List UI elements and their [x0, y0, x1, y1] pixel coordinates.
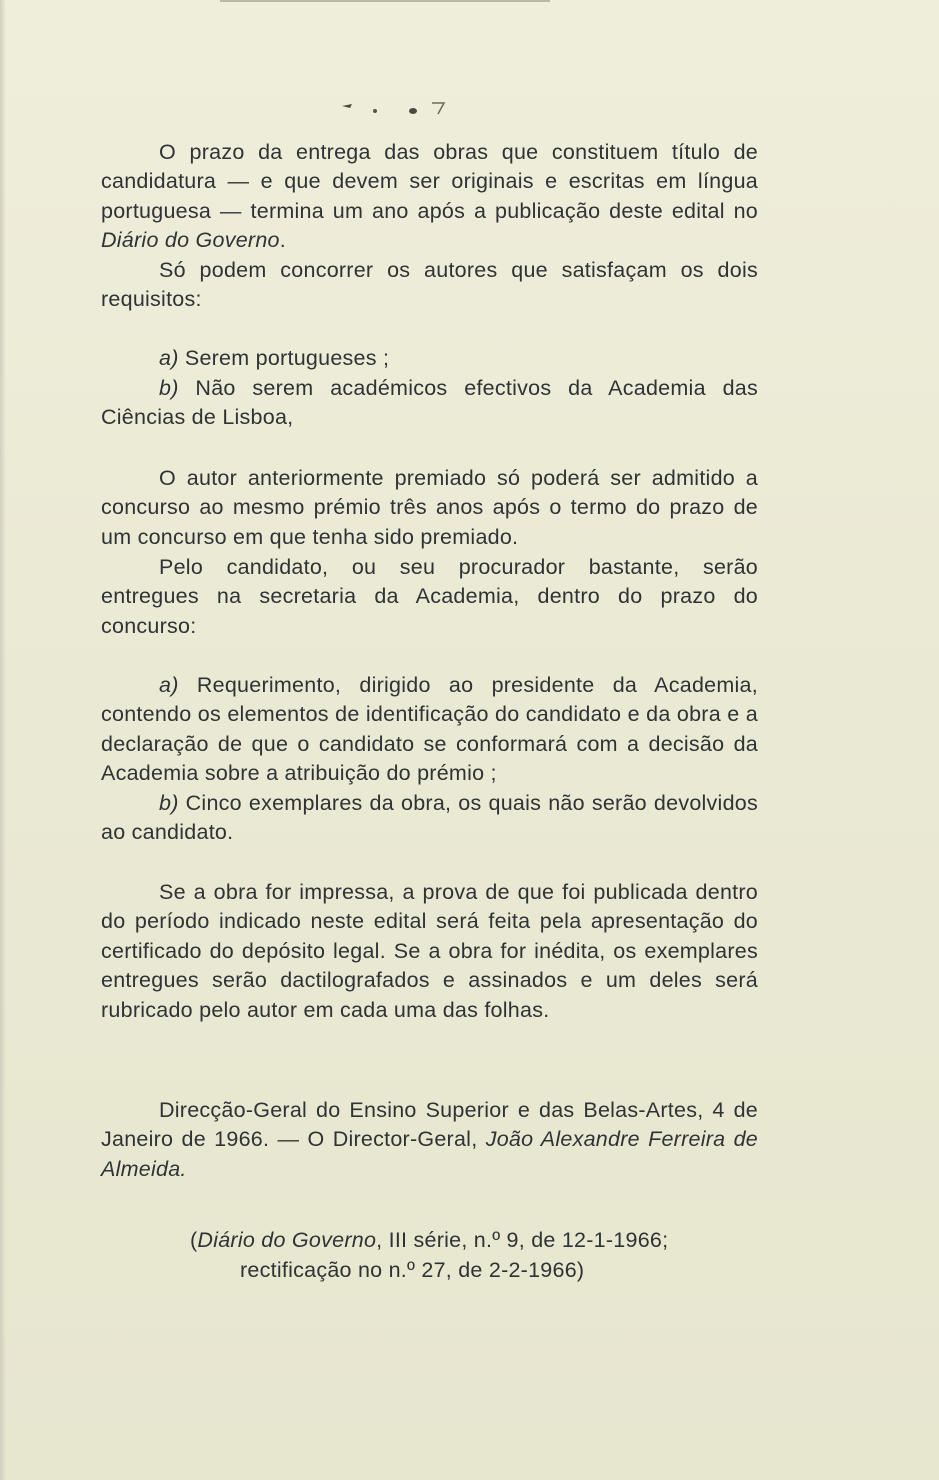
- director-name: João Alexandre Ferreira de Almeida.: [101, 1127, 759, 1181]
- signature-block: [101, 1096, 758, 1184]
- citation-line-1: [190, 1226, 770, 1255]
- diario-do-governo-ref: Diário do Governo: [101, 228, 280, 253]
- list-item-text: Não serem académicos efectivos da Academia das Ciências de Lisboa,: [101, 376, 758, 430]
- paragraph-printed-works: Se a obra for impressa, a prova de que foi publicada dentro do período indicado neste edital será feita pela apresentação do certificado do depósito legal. Se a obra for inédita, os exemplares entregues serão dactilografados e assinados e um deles será rubricado pelo autor em cada uma das folhas.: [101, 880, 758, 1022]
- paragraph-deadline: [101, 138, 758, 256]
- citation-line-2: rectificação no n.º 27, de 2-2-1966): [240, 1258, 585, 1282]
- paragraph-submission: Pelo candidato, ou seu procurador bastante, serão entregues na secretaria da Academia, dentro do prazo do concurso:: [101, 555, 758, 638]
- list-item-requirement-a: [101, 344, 758, 373]
- list-item-text: Cinco exemplares da obra, os quais não serão devolvidos ao candidato.: [101, 791, 758, 845]
- paragraph-prior-winner: O autor anteriormente premiado só poderá ser admitido a concurso ao mesmo prémio três anos após o termo do prazo de um concurso em que tenha sido premiado.: [101, 466, 758, 549]
- citation-journal: Diário do Governo: [197, 1228, 377, 1252]
- citation-open-paren: (: [190, 1228, 198, 1252]
- signature-text: Direcção-Geral do Ensino Superior e das Belas-Artes, 4 de Janeiro de 1966. — O Director-Geral,: [101, 1098, 758, 1152]
- list-item-requirement-b: [101, 374, 758, 433]
- paragraph-deadline-text: O prazo da entrega das obras que constituem título de candidatura — e que devem ser originais e escritas em língua portuguesa — termina um ano após a publicação deste edital no: [101, 140, 758, 223]
- page-edge-shadow: [0, 0, 6, 1480]
- list-item-submission-a: [101, 671, 758, 789]
- citation-issue: , III série, n.º 9, de 12-1-1966;: [376, 1228, 669, 1252]
- paragraph-deadline-end: .: [279, 228, 286, 253]
- paragraph-requirements-intro: Só podem concorrer os autores que satisfaçam os dois requisitos:: [101, 258, 758, 312]
- list-marker: a): [159, 346, 179, 370]
- list-item-submission-b: [101, 789, 758, 848]
- list-marker: a): [159, 673, 179, 697]
- list-item-text: Requerimento, dirigido ao presidente da Academia, contendo os elementos de identificação do candidato e da obra e a declaração de que o candidato se conformará com a decisão da Academia sobre a atribuição do prémio ;: [101, 673, 758, 786]
- page-top-marks-icon: [330, 92, 470, 122]
- page-top-border: [220, 0, 550, 2]
- list-marker: b): [159, 376, 179, 400]
- list-item-text: Serem portugueses ;: [178, 346, 390, 370]
- list-marker: b): [159, 791, 179, 815]
